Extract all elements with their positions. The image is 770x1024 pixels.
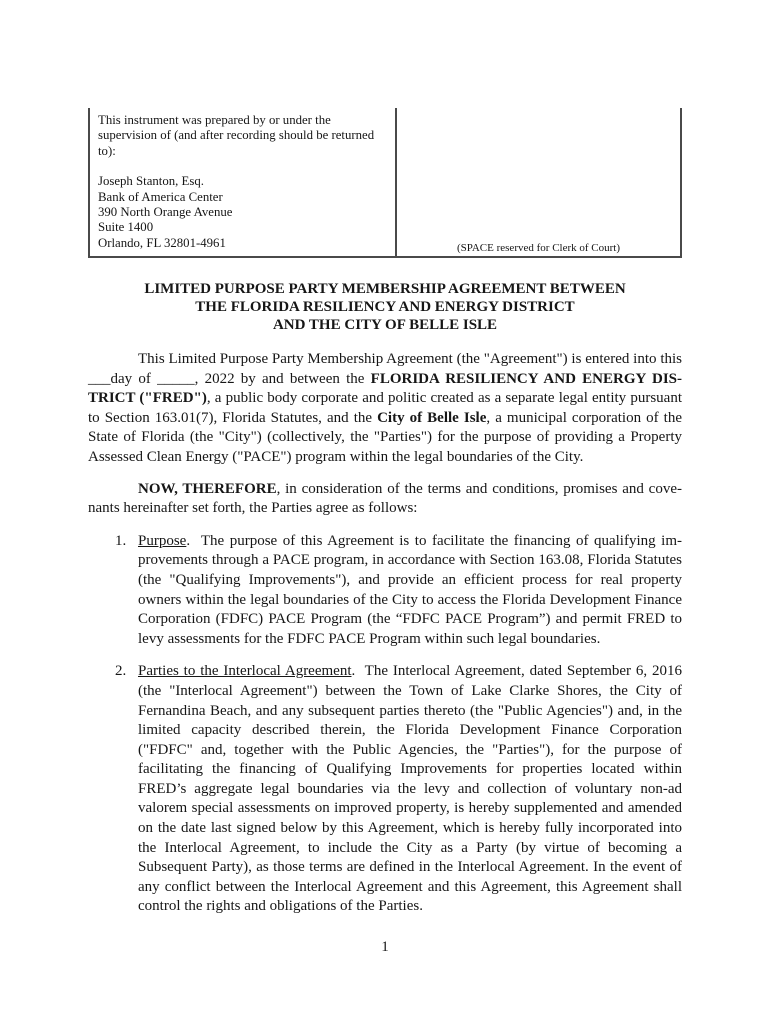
preparer-street: 390 North Orange Avenue [98, 205, 233, 220]
preparer-suite: Suite 1400 [98, 220, 154, 235]
now-therefore-lead: NOW, THEREFORE [138, 480, 277, 497]
purpose-heading: Purpose [138, 532, 187, 549]
now-therefore-text: , in consideration of the terms and conditions, promises and covenants hereinafter set forth, the Parties agree as follows: [88, 480, 682, 517]
preparer-city-state-zip: Orlando, FL 32801-4961 [98, 235, 226, 250]
preparer-info-cell [90, 108, 397, 256]
intro-text-2: , a public body corporate and politic created as a separate legal entity pursuant to Section 163.01(7), Florida Statutes, and the [88, 390, 682, 426]
intro-text-1: This Limited Purpose Party Membership Agreement (the "Agreement") is entered into this ___day of _____, 2022 by and between the [88, 351, 682, 387]
intro-paragraph [88, 350, 682, 468]
party-fred-name: FLORIDA RESILIENCY AND ENERGY DISTRICT ("FRED") [88, 370, 682, 407]
now-therefore-paragraph [88, 480, 682, 519]
list-item-parties [88, 662, 682, 917]
list-number-2: 2. [115, 663, 127, 680]
prepared-by-note: This instrument was prepared by or under the supervision of (and after recording should be returned to): [98, 113, 375, 158]
party-city-name: City of Belle Isle [377, 409, 487, 426]
list-item-purpose [88, 532, 682, 650]
purpose-body: . The purpose of this Agreement is to facilitate the financing of qualifying improvements through a PACE program, in accordance with Section 163.08, Florida Statutes (the "Qualifying Improvements"), and provide an efficient process for real property owners within the legal boundaries of the City to access the Florida Development Finance Corporation (FDFC) PACE Program (the “FDFC PACE Program”) and permit FRED to levy assessments for the FDFC PACE Program within such legal boundaries. [138, 532, 682, 647]
intro-text-3: , a municipal corporation of the State of Florida (the "City") (collectively, the "Parties") for the purpose of providing a Property Assessed Clean Energy ("PACE") program within the legal boundaries of the City. [88, 409, 682, 465]
document-title-line2: THE FLORIDA RESILIENCY AND ENERGY DISTRICT [195, 299, 575, 315]
parties-clause [138, 662, 682, 917]
clerk-space-cell [397, 108, 680, 256]
clerk-space-note: (SPACE reserved for Clerk of Court) [456, 242, 621, 254]
list-number-1: 1. [115, 532, 127, 549]
recording-info-box [88, 108, 682, 258]
document-title-line1: LIMITED PURPOSE PARTY MEMBERSHIP AGREEMENT BETWEEN [144, 281, 626, 297]
preparer-firm: Bank of America Center [98, 189, 223, 204]
purpose-clause [138, 532, 682, 650]
parties-heading: Parties to the Interlocal Agreement [138, 663, 352, 680]
document-title-line3: AND THE CITY OF BELLE ISLE [272, 317, 498, 333]
document-title [88, 280, 682, 334]
parties-body: . The Interlocal Agreement, dated September 6, 2016 (the "Interlocal Agreement") between the Town of Lake Clarke Shores, the City of Fernandina Beach, and any subsequent parties thereto (the "Public Agencies") and, in the limited capacity described therein, the Florida Development Finance Corporation ("FDFC" and, together with the Public Agencies, the "Parties"), for the purpose of facilitating the financing of Qualifying Improvements for properties located within FRED’s aggregate legal boundaries via the levy and collection of voluntary non-ad valorem special assessments on improved property, is hereby supplemented and amended on the date last signed below by this Agreement, which is hereby fully incorporated into the Interlocal Agreement, to include the City as a Party (by virtue of becoming a Subsequent Party), as those terms are defined in the Interlocal Agreement. In the event of any conflict between the Interlocal Agreement and this Agreement, this Agreement shall control the rights and obligations of the Parties. [138, 663, 683, 915]
page-number: 1 [381, 939, 389, 955]
preparer-name: Joseph Stanton, Esq. [98, 174, 204, 189]
